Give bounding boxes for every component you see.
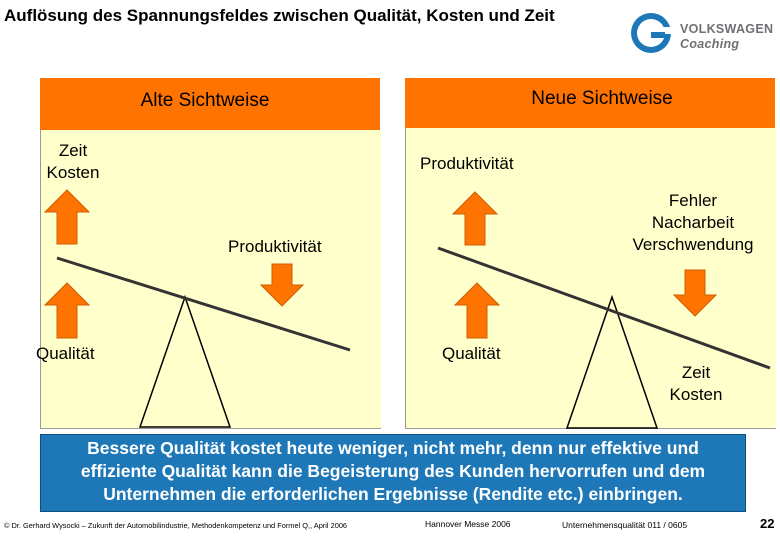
right-bottom-label-line1: Zeit <box>681 363 711 382</box>
banner-line3: Unternehmen die erforderlichen Ergebnisse (Rendite etc.) einbringen. <box>103 484 683 504</box>
left-panel-header-label: Alte Sichtweise <box>140 90 270 111</box>
left-top-label-line2: Kosten <box>46 163 100 182</box>
right-up-arrow-top <box>453 192 497 245</box>
footer-author: © Dr. Gerhard Wysocki – Zukunft der Automobilindustrie, Methodenkompetenz und Formel Q,, April 2006 <box>4 521 348 530</box>
banner-line2: effiziente Qualität kann die Begeisterung des Kunden hervorrufen und dem <box>80 461 706 481</box>
left-seesaw <box>45 190 350 427</box>
right-top-label: Produktivität <box>420 154 514 173</box>
right-up-arrow-bottom <box>455 283 499 338</box>
right-right-label-line3: Verschwendung <box>632 235 754 254</box>
right-down-arrow <box>674 270 716 316</box>
right-bottom-label-line2: Kosten <box>669 385 723 404</box>
slide-title: Auflösung des Spannungsfeldes zwischen Qualität, Kosten und Zeit <box>4 6 555 25</box>
left-bottom-label: Qualität <box>36 344 95 363</box>
right-fulcrum <box>567 297 657 428</box>
right-right-label <box>610 190 776 256</box>
left-right-label: Produktivität <box>228 237 322 256</box>
right-right-label-line1: Fehler <box>668 191 718 210</box>
right-panel-header-label: Neue Sichtweise <box>531 88 673 109</box>
left-fulcrum <box>140 297 230 427</box>
footer-topic: Unternehmensqualität 011 / 0605 <box>562 520 688 530</box>
left-up-arrow-bottom <box>45 283 89 338</box>
logo-brand: VOLKSWAGEN <box>680 22 774 36</box>
conclusion-banner <box>40 434 746 512</box>
banner-line1: Bessere Qualität kostet heute weniger, nicht mehr, denn nur effektive und <box>87 438 699 458</box>
right-bottom-label <box>652 362 740 406</box>
left-top-label-line1: Zeit <box>58 141 88 160</box>
left-up-arrow-top <box>45 190 89 244</box>
left-down-arrow <box>261 264 303 306</box>
left-top-label <box>30 140 116 184</box>
logo-subbrand: Coaching <box>680 37 740 51</box>
right-left-label: Qualität <box>442 344 501 363</box>
right-right-label-line2: Nacharbeit <box>651 213 735 232</box>
page-number: 22 <box>760 516 775 531</box>
left-lever <box>57 258 350 350</box>
footer-event: Hannover Messe 2006 <box>425 519 511 529</box>
